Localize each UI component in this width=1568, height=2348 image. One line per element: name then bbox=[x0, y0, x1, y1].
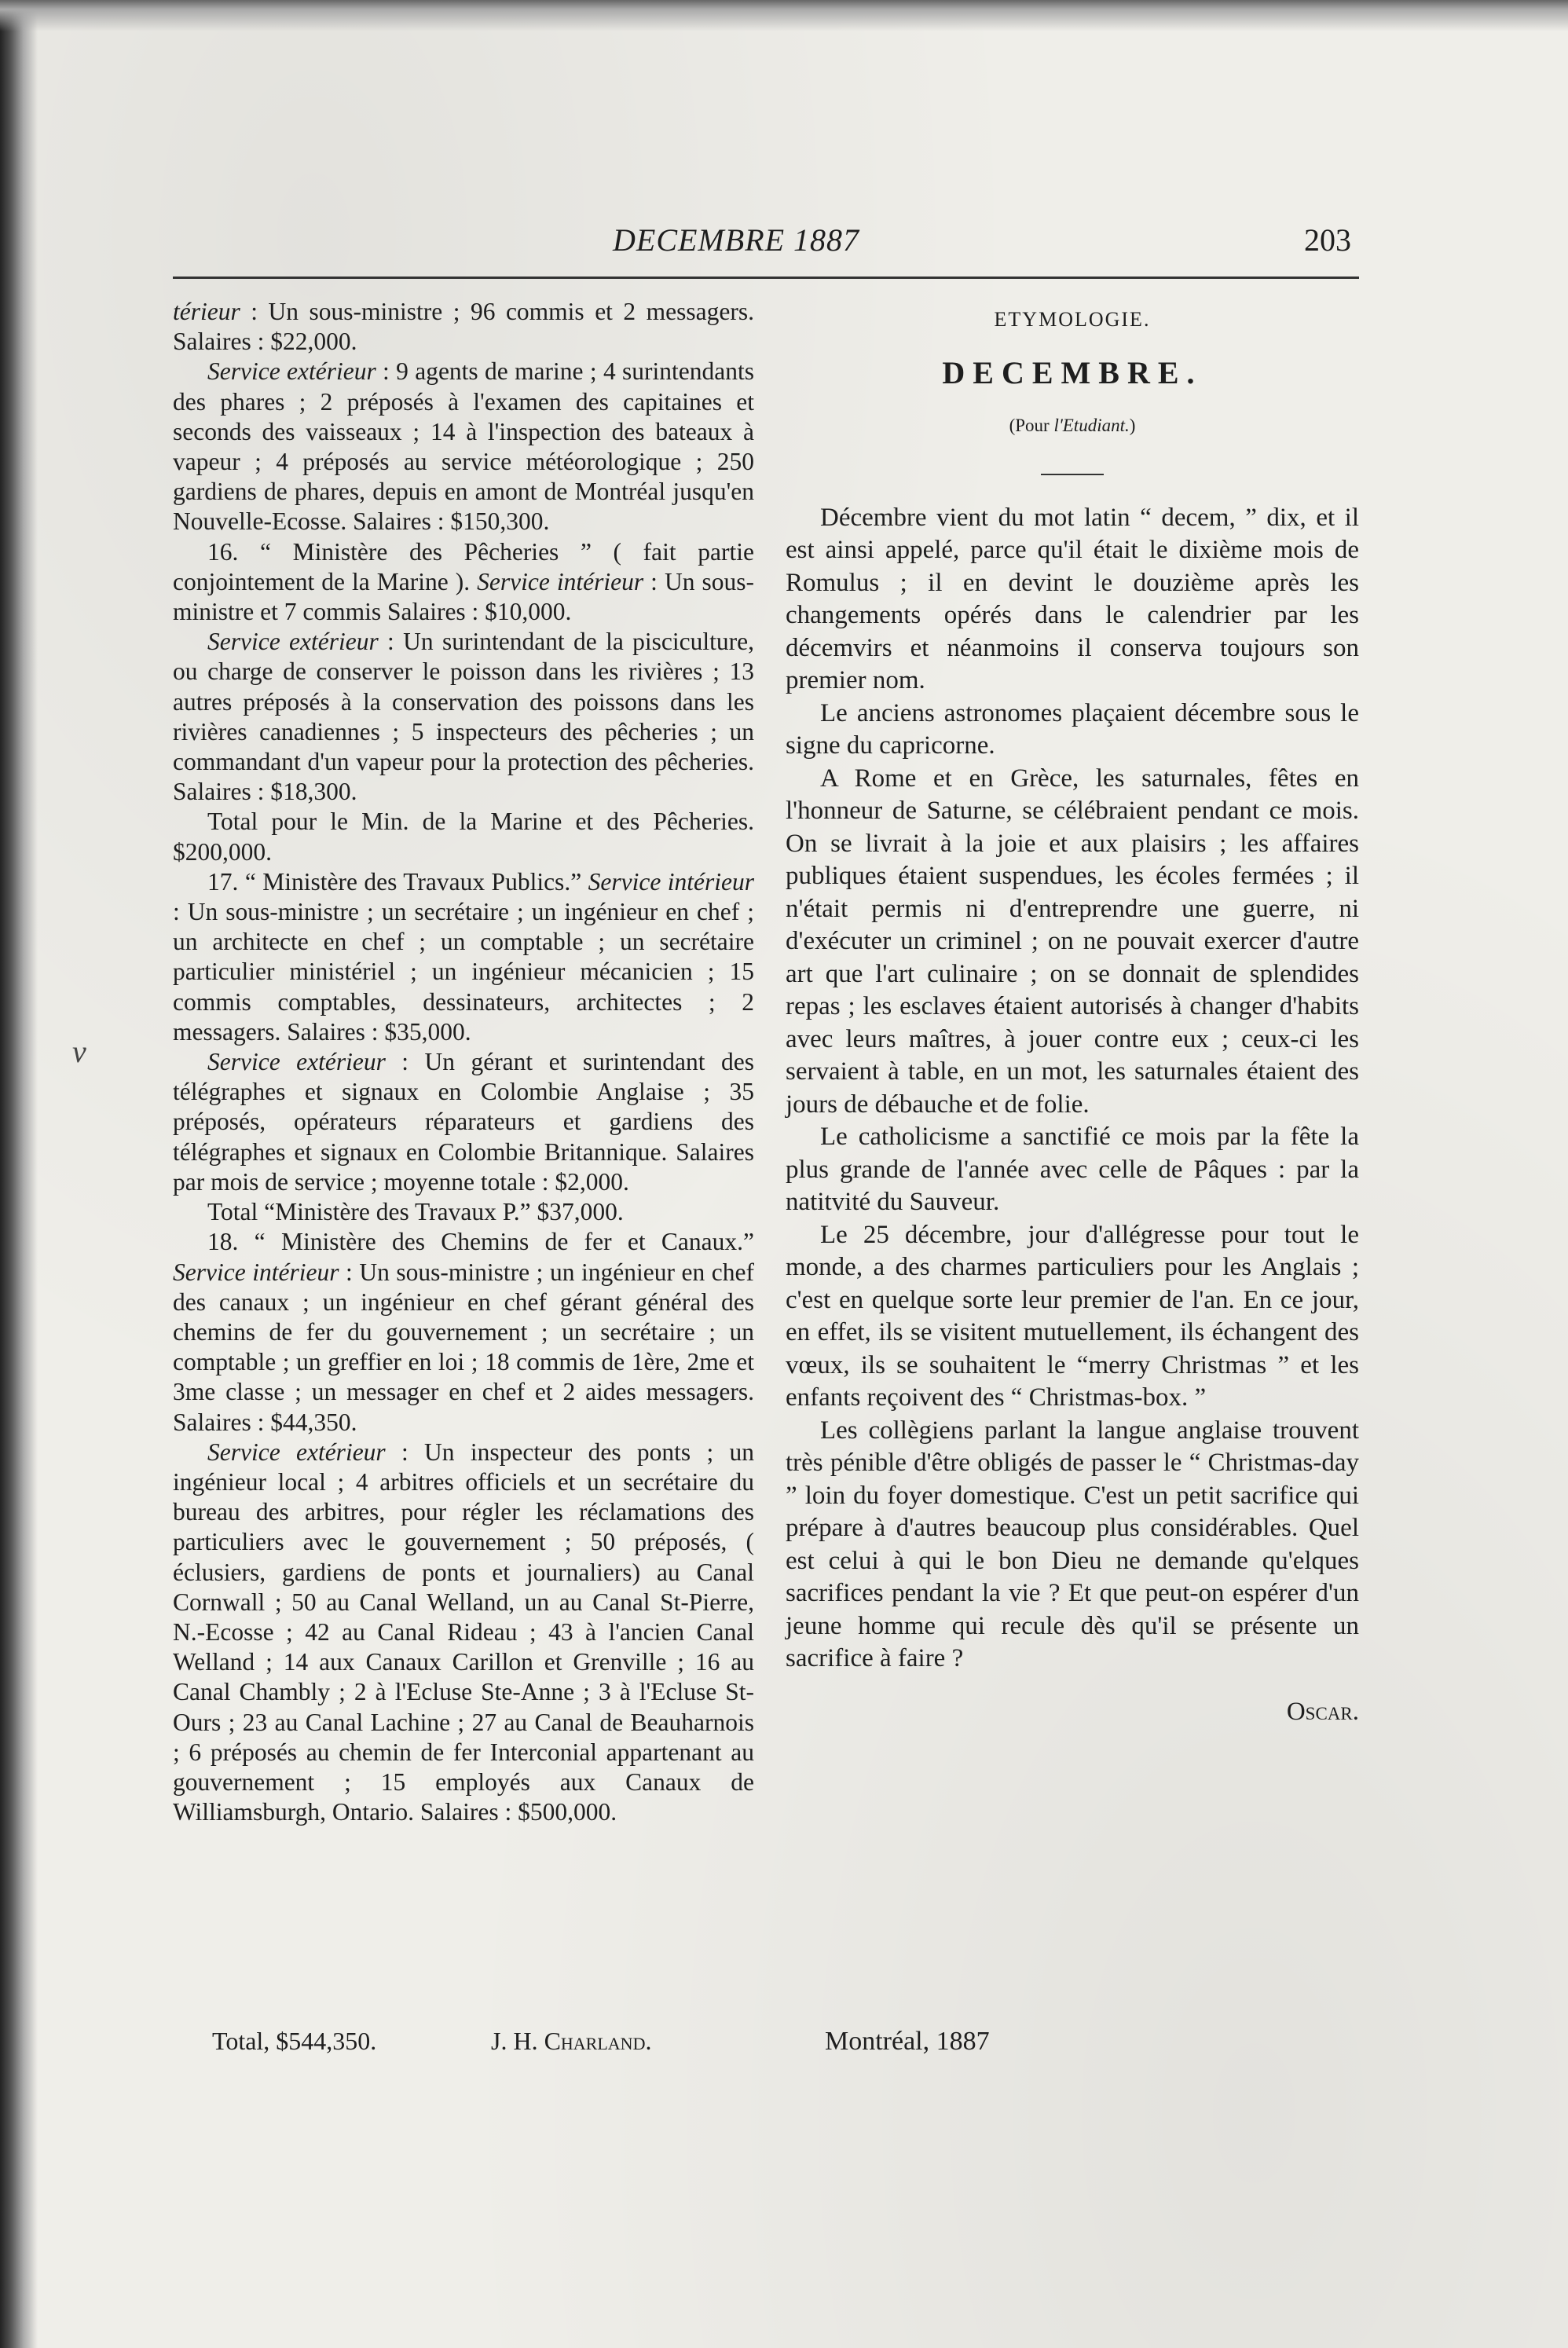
italic-run: Service extérieur bbox=[207, 1048, 386, 1076]
text-run: 16. “ Ministère des Pêcheries ” ( fait partie conjointement de la Marine ). bbox=[173, 537, 754, 595]
italic-run: Service intérieur bbox=[173, 1258, 339, 1286]
article-place-date: Montréal, 1887 bbox=[825, 2027, 990, 2056]
subtitle-prefix: (Pour bbox=[1009, 416, 1054, 435]
text-run: : Un sous-ministre ; un secrétaire ; un ingénieur en chef ; un architecte en chef ; un comptable ; un secrétaire particulier ministériel ; un ingénieur mécanicien ; 15 commis comptables, dessinateurs, architectes ; 2 messagers. Salaires : $35,000. bbox=[173, 898, 754, 1046]
left-paragraph bbox=[173, 1047, 754, 1197]
article-paragraph: Décembre vient du mot latin “ decem, ” dix, et il est ainsi appelé, parce qu'il était le dixième mois de Romulus ; il en devint le douzième après les changements opérés dans le calendrier par les décemvirs et néanmoins il conserva toujours son premier nom. bbox=[786, 503, 1359, 694]
article-paragraph: Le 25 décembre, jour d'allégresse pour tout le monde, a des charmes particuliers pour les Anglais ; c'est en quelque sorte leur premier de l'an. En ce jour, en effet, ils se visitent mutuellement, ils échangent des vœux, ils se souhaitent le “merry Christmas ” et les enfants reçoivent des “ Christmas-box. ” bbox=[786, 1220, 1359, 1412]
left-paragraph bbox=[173, 1438, 754, 1828]
left-paragraph bbox=[173, 357, 754, 537]
left-author-signature: J. H. Charland. bbox=[491, 2027, 652, 2055]
italic-run: Service extérieur bbox=[207, 1438, 386, 1466]
article-paragraph: Le anciens astronomes plaçaient décembre sous le signe du capricorne. bbox=[786, 698, 1359, 760]
text-run: : 9 agents de marine ; 4 surintendants des phares ; 2 préposés à l'examen des capitaines et seconds des vaisseaux ; 14 à l'inspection des bateaux à vapeur ; 4 préposés au service météorologique ; 250 gardiens de phares, depuis en amont de Montréal jusqu'en Nouvelle-Ecosse. Salaires : $150,300. bbox=[173, 357, 754, 536]
article-subtitle bbox=[786, 409, 1359, 442]
italic-run: Service extérieur bbox=[207, 628, 379, 656]
top-edge-shadow bbox=[0, 0, 1568, 31]
article-body bbox=[786, 502, 1359, 1676]
margin-pencil-mark: v bbox=[72, 1034, 86, 1069]
title-rule bbox=[1041, 474, 1104, 475]
text-run: : Un inspecteur des ponts ; un ingénieur local ; 4 arbitres officiels et un secrétaire du bureau des arbitres, pour régler les réclamations des particuliers avec le gouvernement ; 50 préposés, ( éclusiers, gardiens de ponts et journaliers) au Canal Cornwall ; 50 au Canal Welland, un au Canal St-Pierre, N.-Ecosse ; 42 au Canal Rideau ; 43 à l'ancien Canal Welland ; 14 aux Canaux Carillon et Grenville ; 16 au Canal Chambly ; 2 à l'Ecluse Ste-Anne ; 3 à l'Ecluse St-Ours ; 23 au Canal Lachine ; 27 au Canal de Beauharnois ; 6 préposés au chemin de fer Interconial appartenant au gouvernement ; 15 employés aux Canaux de Williamsburgh, Ontario. Salaires : $500,000. bbox=[173, 1438, 754, 1826]
left-paragraph bbox=[173, 1227, 754, 1437]
page-header bbox=[173, 222, 1351, 269]
subtitle-publication: l'Etudiant. bbox=[1053, 416, 1130, 435]
article-section-heading: ETYMOLOGIE. bbox=[994, 308, 1151, 331]
italic-run: Service extérieur bbox=[207, 357, 376, 386]
text-run: : Un sous-ministre ; un ingénieur en chef des canaux ; un ingénieur en chef gérant général des chemins de fer du gouvernement ; un secrétaire ; un comptable ; un greffier en loi ; 18 commis de 1ère, 2me et 3me classe ; un messager en chef et 2 aides messagers. Salaires : $44,350. bbox=[173, 1258, 754, 1436]
left-paragraph bbox=[173, 297, 754, 357]
text-run: 17. “ Ministère des Travaux Publics.” bbox=[207, 867, 588, 896]
left-column bbox=[173, 297, 754, 1827]
text-run: : Un gérant et surintendant des télégraphes et signaux en Colombie Anglaise ; 35 préposés, opérateurs réparateurs et gardiens des télégraphes et signaux en Colombie Britannique. Salaires par mois de service ; moyenne totale : $2,000. bbox=[173, 1048, 754, 1196]
subtitle-suffix: ) bbox=[1129, 416, 1136, 435]
left-paragraph bbox=[173, 1197, 754, 1227]
left-paragraph bbox=[173, 807, 754, 866]
text-run: Total pour le Min. de la Marine et des Pêcheries. $200,000. bbox=[173, 808, 754, 866]
text-run: 18. “ Ministère des Chemins de fer et Canaux.” bbox=[207, 1228, 754, 1256]
text-run: : Un sous-ministre ; 96 commis et 2 messagers. Salaires : $22,000. bbox=[173, 298, 754, 356]
text-run: : Un surintendant de la pisciculture, ou charge de conserver le poisson dans les rivières ; 13 autres préposés à la conservation des poissons dans les rivières canadiennes ; 5 inspecteurs des pêcheries ; un commandant d'un vapeur pour la protection des pêcheries. Salaires : $18,300. bbox=[173, 628, 754, 806]
article-paragraph: Le catholicisme a sanctifié ce mois par la fête la plus grande de l'année avec celle de Pâques : par la natitvité du Sauveur. bbox=[786, 1123, 1359, 1216]
binding-shadow bbox=[0, 0, 38, 2348]
article-paragraph: A Rome et en Grèce, les saturnales, fêtes en l'honneur de Saturne, se célébraient pendant ce mois. On se livrait à la joie et aux plaisirs ; les affaires publiques étaient suspendues, les écoles fermées ; il n'était permis ni d'entreprendre une guerre, ni d'exécuter un criminel ; on ne pouvait exercer d'autre art que l'art culinaire ; on se donnait de splendides repas ; les esclaves étaient autorisés à changer d'habits avec leurs maîtres, à jouer contre eux ; ceux-ci les servaient à table, en un mot, les saturnales étaient des jours de débauche et de folie. bbox=[786, 764, 1359, 1119]
article-signature: Oscar. bbox=[1286, 1697, 1359, 1726]
text-run: Total “Ministère des Travaux P.” $37,000. bbox=[207, 1198, 624, 1226]
article-title: DECEMBRE. bbox=[942, 354, 1203, 390]
page-number: 203 bbox=[1304, 222, 1351, 258]
right-column bbox=[786, 297, 1359, 1728]
italic-run: Service intérieur bbox=[477, 567, 644, 595]
italic-run: térieur bbox=[173, 298, 240, 325]
text-run: : Un sous-ministre et 7 commis Salaires : $10,000. bbox=[173, 567, 755, 626]
header-rule bbox=[173, 277, 1359, 279]
grand-total: Total, $544,350. bbox=[212, 2027, 377, 2055]
article-paragraph: Les collègiens parlant la langue anglaise trouvent très pénible d'être obligés de passer le “ Christmas-day ” loin du foyer domestique. C'est un petit sacrifice qui prépare à d'autres beaucoup plus considérables. Quel est celui à qui le bon Dieu ne demande qu'elques sacrifices pendant la vie ? Et que peut-on espérer d'un jeune homme qui recule dès qu'il se présente un sacrifice à faire ? bbox=[786, 1416, 1359, 1672]
italic-run: Service intérieur bbox=[588, 867, 754, 896]
left-paragraph bbox=[173, 537, 754, 628]
running-title: DECEMBRE 1887 bbox=[613, 222, 860, 258]
left-paragraph bbox=[173, 627, 754, 807]
left-paragraph bbox=[173, 867, 754, 1047]
